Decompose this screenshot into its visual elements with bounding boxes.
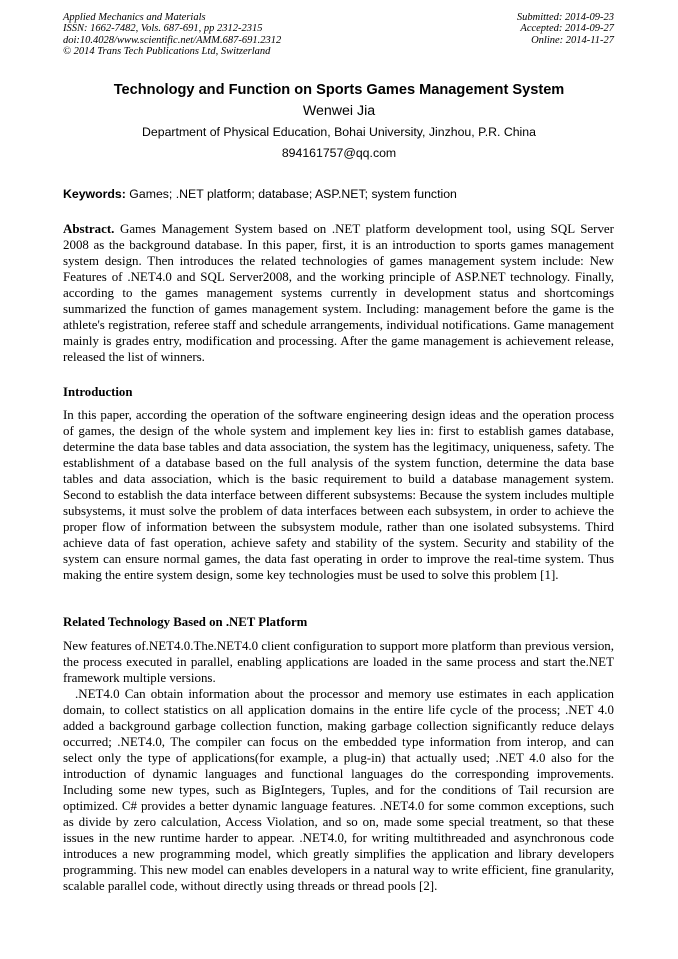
paper-title: Technology and Function on Sports Games Management System [113,82,565,98]
related-paragraph-1: New features of.NET4.0.The.NET4.0 client configuration to support more platform than previous version, the process executed in parallel, enabling applications are loaded in the same process and start the.NET framework multiple versions. [63,638,614,685]
issn-line: ISSN: 1662-7482, Vols. 687-691, pp 2312-2315 [63,23,263,35]
abstract-label: Abstract. [63,221,115,236]
abstract [63,221,614,365]
related-technology-heading: Related Technology Based on .NET Platform [63,615,308,629]
related-technology-section [63,638,614,894]
doi-line: doi:10.4028/www.scientific.net/AMM.687-691.2312 [63,34,282,46]
copyright-line: © 2014 Trans Tech Publications Ltd, Switzerland [63,46,271,58]
title-block [0,80,678,163]
abstract-text: Games Management System based on .NET platform development tool, using SQL Server 2008 as the background database. In this paper, first, it is an introduction to sports games management system design. Then introduces the related technologies of games management system include: New Features of .NET4.0 and SQL Server2008, and the working principle of ASP.NET technology. Finally, according to the games management systems currently in development status and shortcomings summarized the function of games management system. Including: management before the game is the athlete's registration, referee staff and schedule arrangements, individual notifications. Game management mainly is grades entry, modification and processing. After the game management is achievement release, released the list of winners. [63,221,614,364]
submitted-date: Submitted: 2014-09-23 [516,12,614,23]
related-paragraph-2: .NET4.0 Can obtain information about the processor and memory use estimates in each application domain, to collect statistics on all application domains in the entire life cycle of the process; .NET 4.0 added a background garbage collection function, making garbage collection significantly reduce delays occurred; .NET4.0, The compiler can focus on the embedded type information from interop, and can select only the type of applications(for example, a plug-in) that actually used; .NET 4.0 also for the introduction of dynamic languages and functional languages do the corresponding improvements. Including some new types, such as BigIntegers, Tuples, and for the conditions of Tail recursion are optimized. C# provides a better dynamic language features. .NET4.0 for some common exceptions, such as divide by zero calculation, Access Violation, and so on, made some special treatment, so that these issues in the new runtime harder to appear. .NET4.0, for writing multithreaded and asynchronous code introduces a new programming model, which greatly simplifies the application and library developers programming. This new model can enables developers in a natural way to write efficient, fine granularity, scalable parallel code, without directly using threads or thread pools [2]. [63,686,614,893]
journal-header-right [517,12,614,46]
accepted-date: Accepted: 2014-09-27 [520,23,614,35]
journal-name: Applied Mechanics and Materials [63,12,206,23]
journal-header-left [63,12,281,58]
affiliation: Department of Physical Education, Bohai University, Jinzhou, P.R. China [142,125,536,139]
introduction-heading: Introduction [63,385,133,399]
online-date: Online: 2014-11-27 [531,34,614,46]
keywords [63,186,615,202]
keywords-label: Keywords: [63,187,126,201]
author-email: 894161757@qq.com [281,146,397,160]
author-name: Wenwei Jia [302,103,376,119]
introduction-text: In this paper, according the operation of the software engineering design ideas and the operation process of games, the design of the whole system and implement key lies in: first to establish games database, determine the data base tables and data association, the system has the legitimacy, uniqueness, safety. The establishment of a database based on the full analysis of the system function, determine the data base tables and data association, which is the basic requirement to build a database management system. Second to establish the data interface between different subsystems: Because the system includes multiple subsystems, it must solve the problem of data interfaces between each subsystem, in order to achieve the proper flow of information between the subsystem module, rather than one isolated subsystems. Third achieve data of fast operation, achieve safety and stability of the system. Security and stability of the system can ensure normal games, the data fast operating in order to improve the real-time system. Thus making the entire system design, some key technologies must be used to solve this problem [1]. [63,407,614,582]
keywords-text: Games; .NET platform; database; ASP.NET; system function [125,187,457,201]
